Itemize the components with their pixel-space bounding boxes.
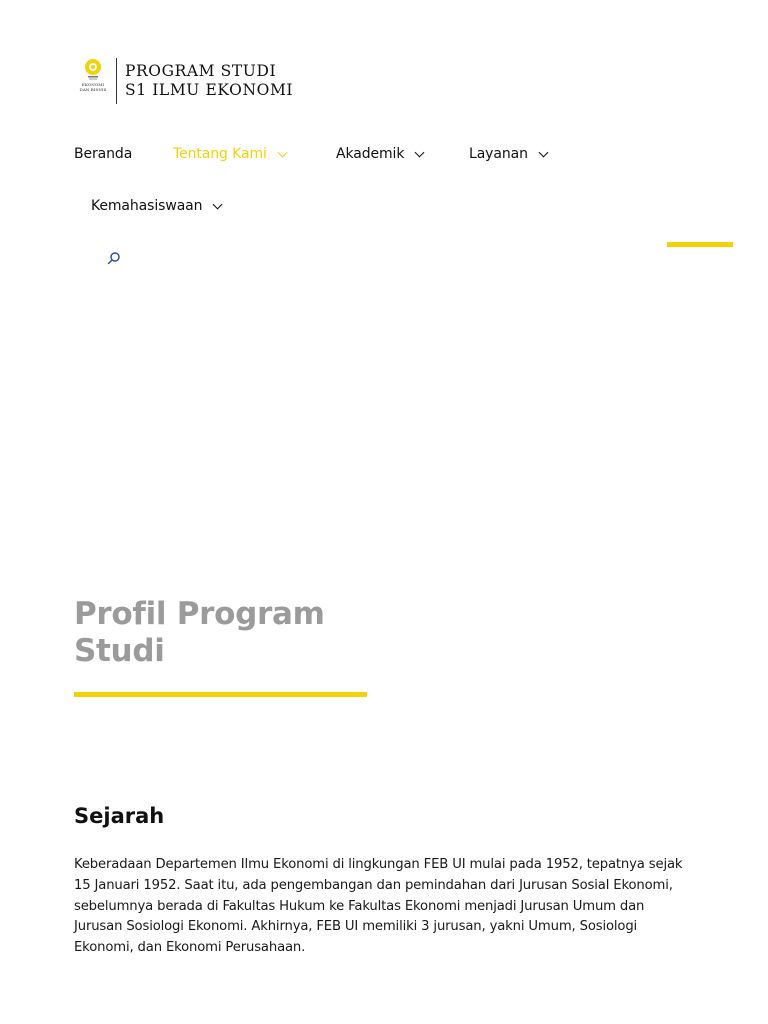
- nav-item-label: Layanan: [469, 146, 528, 162]
- chevron-down-icon: [213, 199, 223, 209]
- nav-item-tentang-kami[interactable]: [173, 146, 286, 162]
- logo-divider: [116, 58, 117, 104]
- search-button[interactable]: [106, 250, 122, 266]
- chevron-down-icon: [538, 147, 548, 157]
- nav-item-label: Tentang Kami: [173, 146, 267, 162]
- page-title: Profil Program Studi: [74, 596, 325, 669]
- nav-item-beranda[interactable]: [74, 146, 132, 162]
- accent-bar: [667, 242, 733, 247]
- section-body-text: Keberadaan Departemen Ilmu Ekonomi di lingkungan FEB UI mulai pada 1952, tepatnya sejak 15 Januari 1952. Saat itu, ada pengembangan dan pemindahan dari Jurusan Sosial Ekonomi, sebelumnya berada di Fakultas Hukum ke Fakultas Ekonomi menjadi Jurusan Umum dan Jurusan Sosiologi Ekonomi. Akhirnya, FEB UI memiliki 3 jurusan, yakni Umum, Sosiologi Ekonomi, dan Ekonomi Perusahaan.: [74, 857, 683, 956]
- search-icon: [106, 250, 122, 266]
- chevron-down-icon: [277, 147, 287, 157]
- site-logo[interactable]: [76, 57, 293, 105]
- program-name-line-2: S1 ILMU EKONOMI: [125, 81, 294, 99]
- nav-item-label: Akademik: [336, 146, 405, 162]
- university-emblem: [76, 57, 110, 105]
- nav-item-label: Kemahasiswaan: [91, 198, 203, 214]
- faculty-name: [80, 82, 107, 92]
- nav-item-akademik[interactable]: [336, 146, 423, 162]
- nav-item-layanan[interactable]: [469, 146, 547, 162]
- title-underline: [74, 692, 367, 697]
- makara-emblem-icon: [82, 57, 104, 81]
- nav-item-label: Beranda: [74, 146, 133, 162]
- nav-item-kemahasiswaan[interactable]: [91, 198, 221, 214]
- program-name-line-1: PROGRAM STUDI: [125, 62, 277, 80]
- faculty-line-2: DAN BISNIS: [79, 87, 107, 92]
- faculty-line-1: EKONOMI: [81, 82, 105, 87]
- chevron-down-icon: [415, 147, 425, 157]
- section-heading: Sejarah: [74, 804, 165, 828]
- program-name: [125, 62, 293, 100]
